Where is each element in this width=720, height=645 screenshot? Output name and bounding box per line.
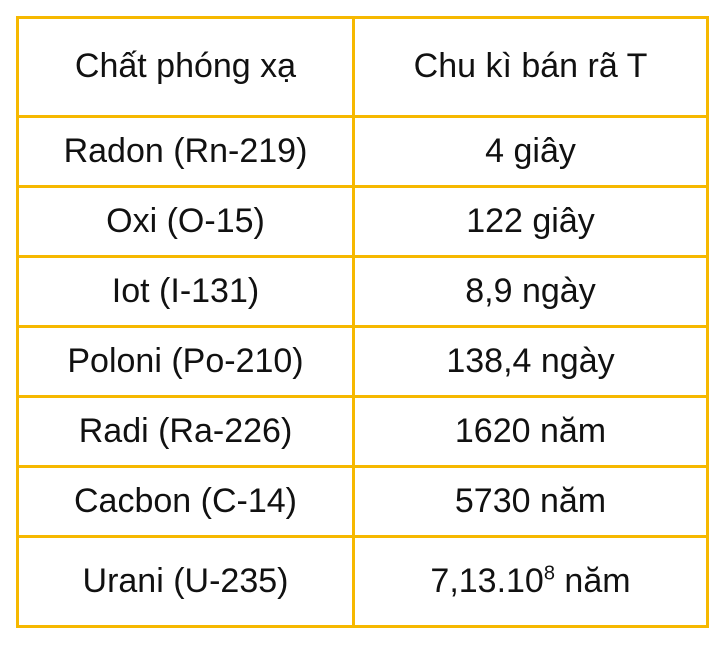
cell-half-life: 8,9 ngày bbox=[354, 256, 708, 326]
cell-half-life: 1620 năm bbox=[354, 397, 708, 467]
cell-substance: Cacbon (C-14) bbox=[18, 467, 354, 537]
cell-substance: Urani (U-235) bbox=[18, 537, 354, 627]
cell-half-life: 122 giây bbox=[354, 186, 708, 256]
cell-half-life: 138,4 ngày bbox=[354, 327, 708, 397]
table-row bbox=[18, 256, 708, 326]
cell-substance: Oxi (O-15) bbox=[18, 186, 354, 256]
cell-substance: Poloni (Po-210) bbox=[18, 327, 354, 397]
cell-half-life: 4 giây bbox=[354, 116, 708, 186]
table-row bbox=[18, 537, 708, 627]
half-life-table bbox=[16, 16, 709, 628]
table-header-row bbox=[18, 18, 708, 117]
cell-substance: Iot (I-131) bbox=[18, 256, 354, 326]
half-life-exponent: 8 bbox=[543, 562, 555, 585]
cell-substance: Radon (Rn-219) bbox=[18, 116, 354, 186]
table-row bbox=[18, 397, 708, 467]
cell-half-life bbox=[354, 537, 708, 627]
table-row bbox=[18, 327, 708, 397]
header-substance: Chất phóng xạ bbox=[18, 18, 354, 117]
header-half-life: Chu kì bán rã T bbox=[354, 18, 708, 117]
table-row bbox=[18, 467, 708, 537]
table-row bbox=[18, 186, 708, 256]
table-row bbox=[18, 116, 708, 186]
half-life-base: 7,13.10 bbox=[430, 562, 544, 601]
half-life-unit: năm bbox=[554, 562, 631, 601]
cell-half-life: 5730 năm bbox=[354, 467, 708, 537]
cell-substance: Radi (Ra-226) bbox=[18, 397, 354, 467]
